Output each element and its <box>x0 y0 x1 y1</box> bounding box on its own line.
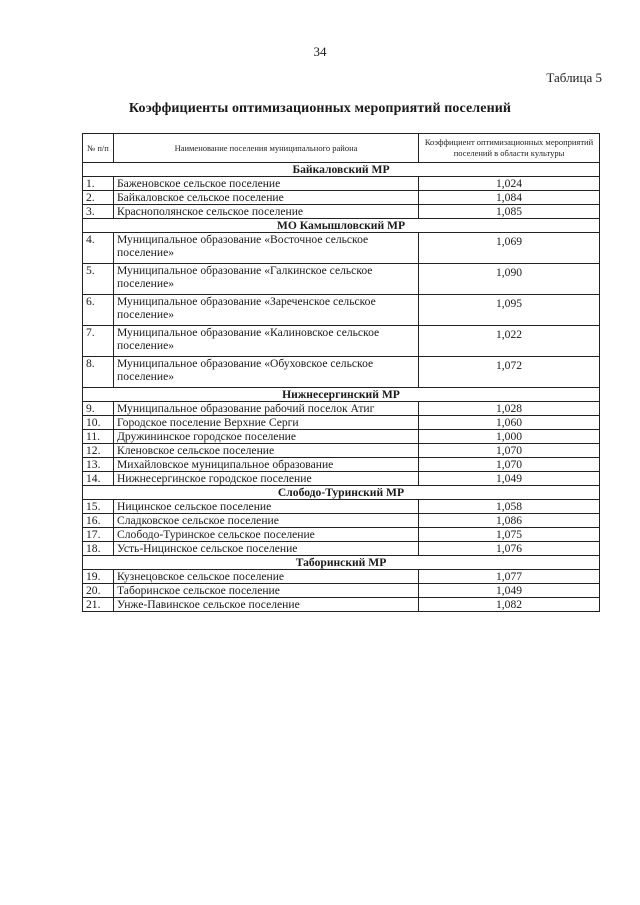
coefficient-value: 1,028 <box>419 402 600 416</box>
coefficient-value: 1,086 <box>419 514 600 528</box>
row-number: 21. <box>83 598 114 612</box>
header-number: № п/п <box>83 134 114 163</box>
coefficient-value: 1,049 <box>419 584 600 598</box>
coefficient-value: 1,060 <box>419 416 600 430</box>
table-row <box>83 444 600 458</box>
table-row <box>83 402 600 416</box>
row-number: 5. <box>83 264 114 295</box>
coefficient-value: 1,000 <box>419 430 600 444</box>
table-row <box>83 500 600 514</box>
settlement-name: Байкаловское сельское поселение <box>114 191 419 205</box>
table-row <box>83 430 600 444</box>
settlement-name: Ницинское сельское поселение <box>114 500 419 514</box>
settlement-name: Кузнецовское сельское поселение <box>114 570 419 584</box>
table-row <box>83 584 600 598</box>
row-number: 10. <box>83 416 114 430</box>
settlement-name: Унже-Павинское сельское поселение <box>114 598 419 612</box>
coefficient-value: 1,090 <box>419 264 600 295</box>
coefficient-value: 1,095 <box>419 295 600 326</box>
settlement-name: Краснополянское сельское поселение <box>114 205 419 219</box>
settlement-name: Муниципальное образование рабочий поселок Атиг <box>114 402 419 416</box>
group-row <box>83 388 600 402</box>
table-row <box>83 514 600 528</box>
table-row <box>83 295 600 326</box>
settlement-name: Муниципальное образование «Калиновское сельское поселение» <box>114 326 419 357</box>
group-name: МО Камышловский МР <box>83 219 600 233</box>
row-number: 11. <box>83 430 114 444</box>
settlement-name: Нижнесергинское городское поселение <box>114 472 419 486</box>
row-number: 17. <box>83 528 114 542</box>
coefficient-value: 1,085 <box>419 205 600 219</box>
coefficient-value: 1,082 <box>419 598 600 612</box>
table-row <box>83 357 600 388</box>
settlement-name: Муниципальное образование «Обуховское сельское поселение» <box>114 357 419 388</box>
header-name: Наименование поселения муниципального района <box>114 134 419 163</box>
row-number: 4. <box>83 233 114 264</box>
coefficient-value: 1,070 <box>419 444 600 458</box>
settlement-name: Михайловское муниципальное образование <box>114 458 419 472</box>
coefficient-value: 1,072 <box>419 357 600 388</box>
settlement-name: Муниципальное образование «Галкинское сельское поселение» <box>114 264 419 295</box>
coefficient-value: 1,024 <box>419 177 600 191</box>
table-header-row <box>83 134 600 163</box>
settlement-name: Баженовское сельское поселение <box>114 177 419 191</box>
row-number: 1. <box>83 177 114 191</box>
table-row <box>83 177 600 191</box>
group-row <box>83 486 600 500</box>
row-number: 2. <box>83 191 114 205</box>
group-name: Таборинский МР <box>83 556 600 570</box>
row-number: 12. <box>83 444 114 458</box>
settlement-name: Таборинское сельское поселение <box>114 584 419 598</box>
coefficient-value: 1,058 <box>419 500 600 514</box>
table-label: Таблица 5 <box>546 70 602 85</box>
settlement-name: Дружининское городское поселение <box>114 430 419 444</box>
group-row <box>83 219 600 233</box>
table-row <box>83 598 600 612</box>
group-row <box>83 556 600 570</box>
row-number: 14. <box>83 472 114 486</box>
row-number: 8. <box>83 357 114 388</box>
table-row <box>83 264 600 295</box>
page-number: 34 <box>313 44 327 59</box>
header-value: Коэффициент оптимизационных мероприятий поселений в области культуры <box>419 134 600 163</box>
coefficient-value: 1,070 <box>419 458 600 472</box>
table-body <box>83 163 600 612</box>
row-number: 15. <box>83 500 114 514</box>
row-number: 3. <box>83 205 114 219</box>
row-number: 6. <box>83 295 114 326</box>
table-row <box>83 191 600 205</box>
coefficient-value: 1,075 <box>419 528 600 542</box>
coefficient-value: 1,077 <box>419 570 600 584</box>
row-number: 16. <box>83 514 114 528</box>
table-row <box>83 233 600 264</box>
settlement-name: Городское поселение Верхние Серги <box>114 416 419 430</box>
coefficient-value: 1,069 <box>419 233 600 264</box>
table-row <box>83 570 600 584</box>
group-name: Слободо-Туринский МР <box>83 486 600 500</box>
table-row <box>83 458 600 472</box>
row-number: 7. <box>83 326 114 357</box>
table-row <box>83 326 600 357</box>
coefficient-value: 1,084 <box>419 191 600 205</box>
coefficients-table <box>82 133 600 612</box>
group-name: Байкаловский МР <box>83 163 600 177</box>
row-number: 9. <box>83 402 114 416</box>
settlement-name: Сладковское сельское поселение <box>114 514 419 528</box>
settlement-name: Усть-Ницинское сельское поселение <box>114 542 419 556</box>
group-row <box>83 163 600 177</box>
group-name: Нижнесергинский МР <box>83 388 600 402</box>
table-row <box>83 542 600 556</box>
settlement-name: Слободо-Туринское сельское поселение <box>114 528 419 542</box>
row-number: 20. <box>83 584 114 598</box>
table-row <box>83 205 600 219</box>
row-number: 18. <box>83 542 114 556</box>
coefficient-value: 1,049 <box>419 472 600 486</box>
coefficient-value: 1,022 <box>419 326 600 357</box>
settlement-name: Кленовское сельское поселение <box>114 444 419 458</box>
settlement-name: Муниципальное образование «Восточное сельское поселение» <box>114 233 419 264</box>
settlement-name: Муниципальное образование «Зареченское сельское поселение» <box>114 295 419 326</box>
table-row <box>83 528 600 542</box>
table-row <box>83 472 600 486</box>
row-number: 13. <box>83 458 114 472</box>
coefficient-value: 1,076 <box>419 542 600 556</box>
table-row <box>83 416 600 430</box>
row-number: 19. <box>83 570 114 584</box>
document-title: Коэффициенты оптимизационных мероприятий поселений <box>128 101 512 116</box>
